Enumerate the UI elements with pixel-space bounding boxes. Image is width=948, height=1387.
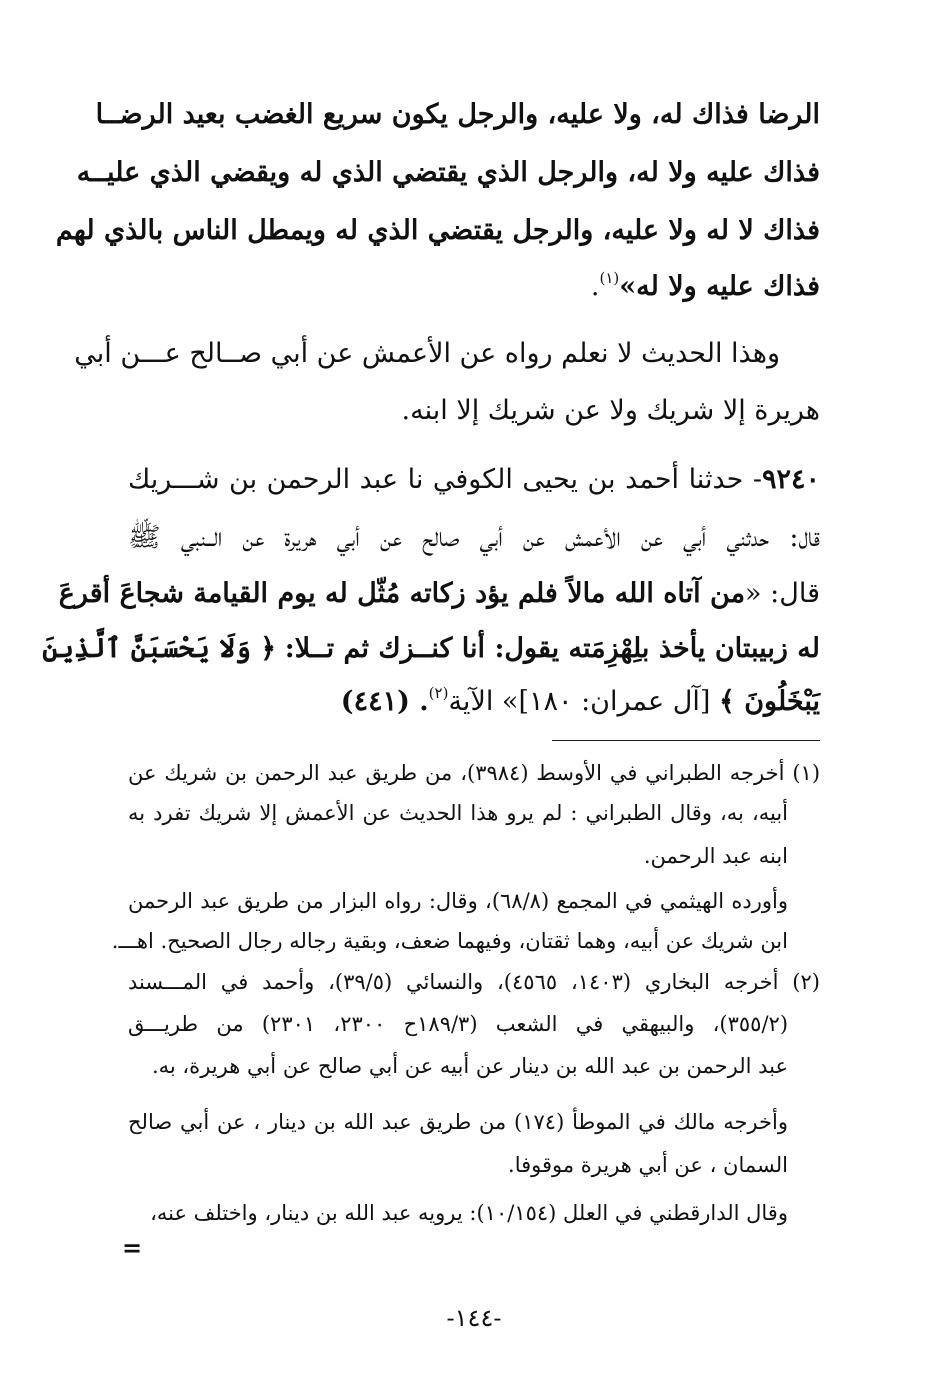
quran-verse-start: ﴿ وَلَا يَحْسَبَنَّ ٱلَّذِينَ xyxy=(42,633,277,664)
hadith-line-5 xyxy=(128,680,820,724)
footnote-line-2: أبيه، به، وقال الطبراني : لم يرو هذا الحديث عن الأعمش إلا شريك تفرد به xyxy=(128,801,788,825)
footnote-separator xyxy=(552,740,820,741)
hadith-line-3-prefix: قال: « xyxy=(745,578,820,609)
footnote-line-5: ابن شريك عن أبيه، وهما ثقتان، وفيهما ضعف، وبقية رجاله رجال الصحيح. اهـــ. xyxy=(111,929,788,953)
quran-verse-end: يَبْخَلُونَ ﴾ xyxy=(718,686,820,717)
page-number: -١٤٤- xyxy=(446,1304,502,1332)
footnote-line-6: (٢) أخرجه البخاري (١٤٠٣، ٤٥٦٥)، والنسائي (٣٩/٥)، وأحمد في المـــسند xyxy=(128,970,820,994)
hadith-line-3-text: من آتاه الله مالاً فلم يؤد زكاته مُثّل له يوم القيامة شجاعَ أقرعَ xyxy=(58,578,746,609)
hadith-line-1 xyxy=(128,458,820,502)
hadith-line-4 xyxy=(42,627,820,671)
footnote-line-4: وأورده الهيثمي في المجمع (٦٨/٨)، وقال: رواه البزار من طريق عبد الرحمن xyxy=(128,889,788,913)
main-line-2: فذاك عليه ولا له، والرجل الذي يقتضي الذي له ويقضي الذي عليــه xyxy=(76,157,820,188)
footnote-line-9: وأخرجه مالك في الموطأ (١٧٤) من طريق عبد الله بن دينار ، عن أبي صالح xyxy=(128,1110,788,1134)
hadith-line-3 xyxy=(58,572,820,616)
footnote-ref-1: (١) xyxy=(599,269,620,287)
hadith-number: ٩٢٤٠ xyxy=(761,464,820,495)
hadith-line-4-text: له زبيبتان يأخذ بلِهْزِمَته يقول: أنا كنــزك ثم تــلا: xyxy=(284,633,820,664)
continuation-mark: = xyxy=(122,1233,143,1262)
footnote-line-3: ابنه عبد الرحمن. xyxy=(643,844,788,868)
footnote-line-8: عبد الرحمن بن عبد الله بن دينار عن أبيه عن أبي صالح عن أبي هريرة، به. xyxy=(151,1054,788,1078)
hadith-line-2: قال: حدثني أبي عن الأعمش عن أبي صالح عن أبي هريرة عن الــنبي ﷺ xyxy=(128,522,820,553)
footnote-line-11: وقال الدارقطني في العلل (١٠/١٥٤): يرويه عبد الله بن دينار، واختلف عنه، xyxy=(150,1201,788,1225)
main-line-4-text: فذاك عليه ولا له» xyxy=(619,271,820,302)
main-line-3: فذاك لا له ولا عليه، والرجل يقتضي الذي له ويمطل الناس بالذي لهم xyxy=(55,215,820,246)
footnote-line-1: (١) أخرجه الطبراني في الأوسط (٣٩٨٤)، من طريق عبد الرحمن بن شريك عن xyxy=(128,761,821,785)
verse-reference: [آل عمران: ١٨٠]» الآية xyxy=(448,686,711,717)
paragraph2-line-1: وهذا الحديث لا نعلم رواه عن الأعمش عن أبي صــالح عـــن أبي xyxy=(74,338,780,369)
main-line-1: الرضا فذاك له، ولا عليه، والرجل يكون سريع الغضب بعيد الرضــا xyxy=(95,99,820,130)
footnote-line-10: السمان ، عن أبي هريرة موقوفا. xyxy=(508,1153,788,1177)
main-line-4-tail: . xyxy=(590,271,600,302)
hadith-line-1-text: - حدثنا أحمد بن يحيى الكوفي نا عبد الرحمن بن شـــريك xyxy=(128,464,762,495)
paragraph2-line-2: هريرة إلا شريك ولا عن شريك إلا ابنه. xyxy=(401,395,820,426)
footnote-ref-2: (٢) xyxy=(428,684,449,702)
main-line-4 xyxy=(128,265,820,309)
hadith-line-5-tail: . (٤٤١) xyxy=(340,686,429,717)
footnote-line-7: (٣٥٥/٢)، والبيهقي في الشعب (١٨٩/٣ح ٢٣٠٠، ٢٣٠١) من طريـــق xyxy=(128,1012,789,1036)
